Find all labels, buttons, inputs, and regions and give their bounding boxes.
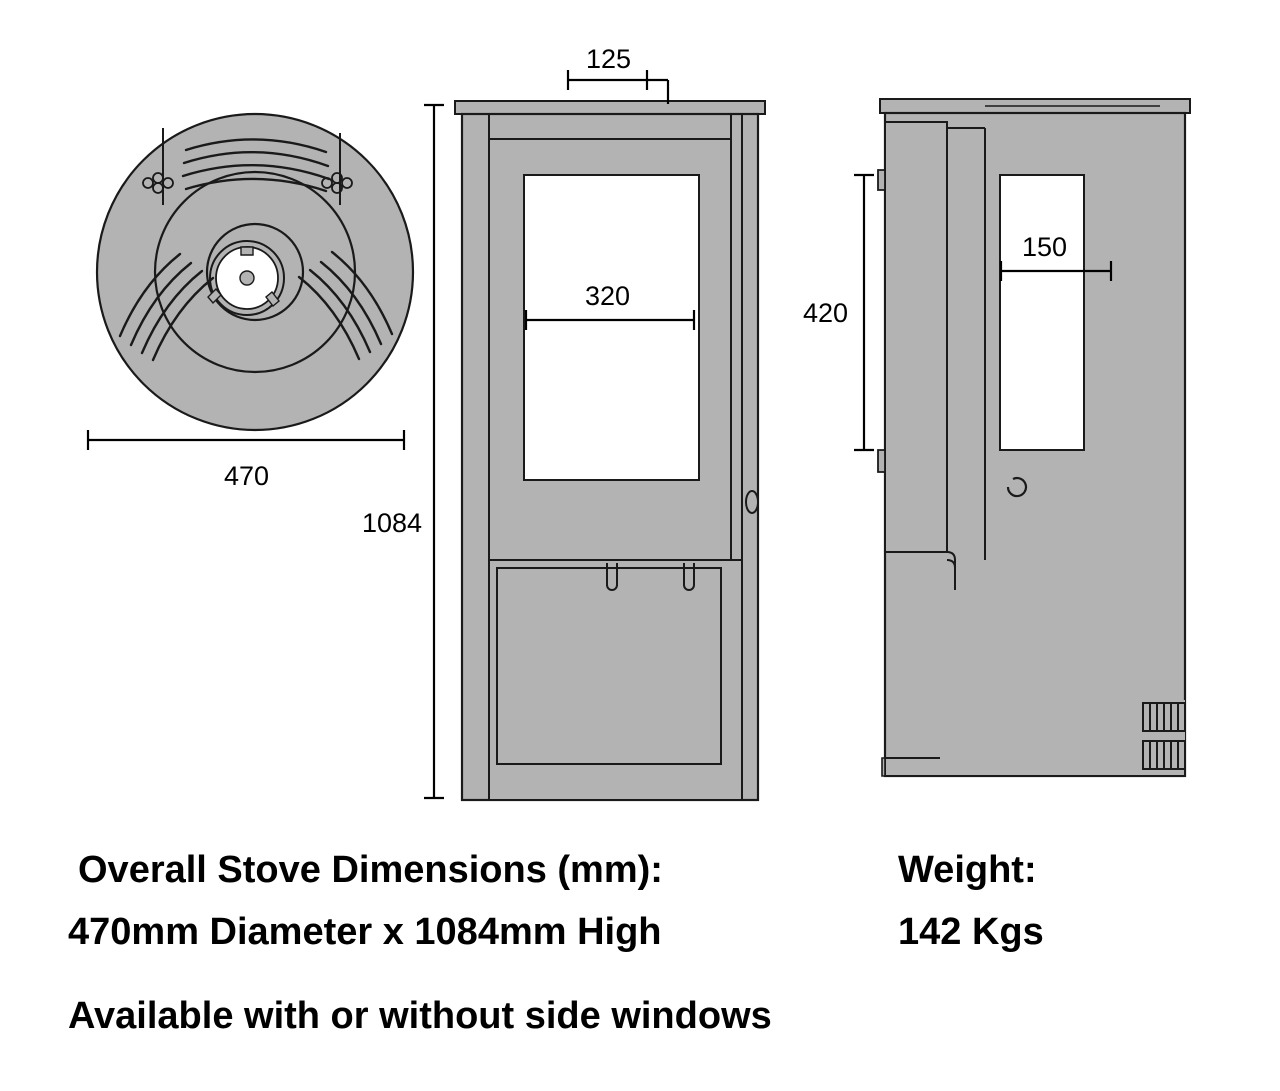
front-elevation	[424, 70, 765, 800]
caption-overall-dimensions-title: Overall Stove Dimensions (mm):	[78, 849, 663, 891]
caption-weight-label: Weight:	[898, 849, 1037, 891]
caption-weight-value: 142 Kgs	[898, 911, 1044, 953]
plan-view-top	[88, 114, 413, 450]
dimension-label-plan-diameter: 470	[224, 461, 270, 491]
caption-availability-note: Available with or without side windows	[68, 995, 772, 1037]
dimension-label-side-glass-height: 420	[803, 298, 849, 328]
dimension-label-side-glass-width: 150	[1022, 232, 1068, 262]
dimension-label-top-flue: 125	[586, 44, 632, 74]
caption-overall-dimensions-value: 470mm Diameter x 1084mm High	[68, 911, 662, 953]
dimension-label-door-glass-width: 320	[585, 281, 631, 311]
dimension-label-overall-height: 1084	[362, 508, 423, 538]
side-elevation	[854, 99, 1190, 776]
